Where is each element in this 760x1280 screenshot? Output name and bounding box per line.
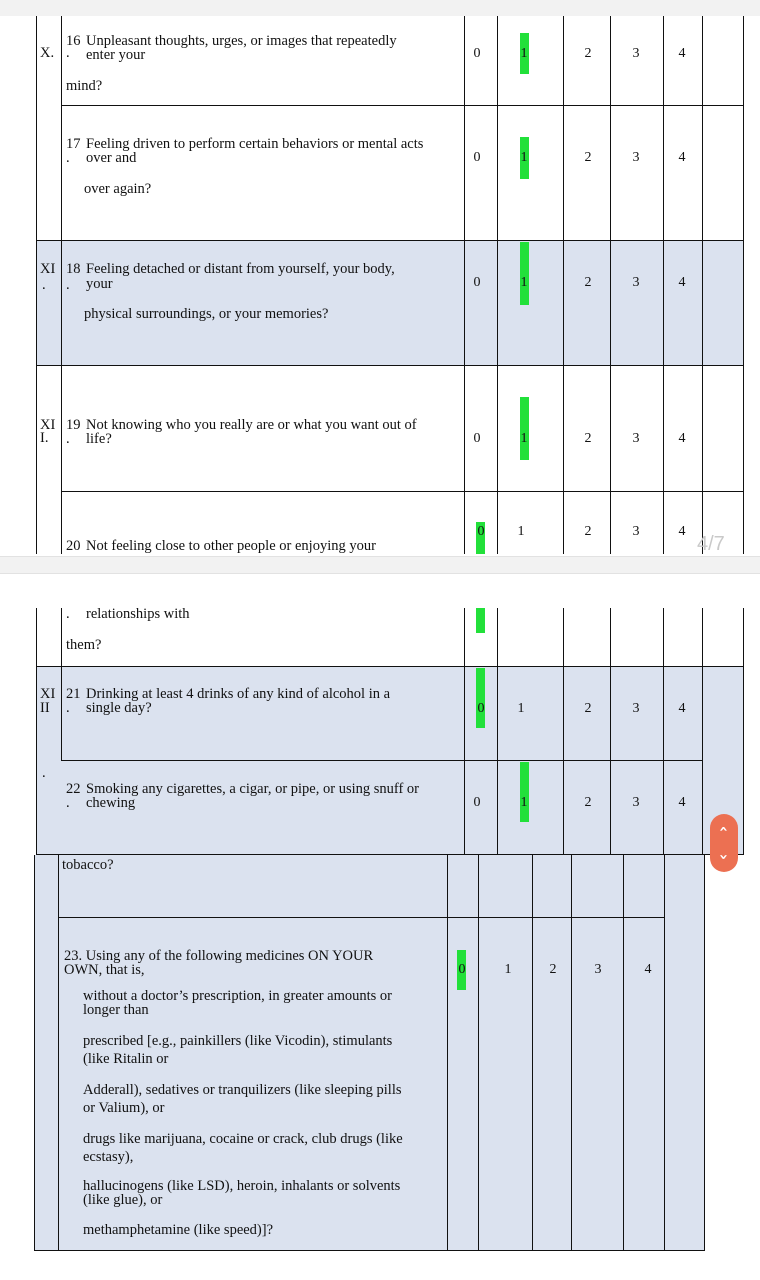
- rating-4: 4: [678, 431, 686, 446]
- page-nav-button[interactable]: [710, 814, 738, 872]
- question-text: (like Ritalin or: [83, 1051, 169, 1067]
- rating-2: 2: [584, 275, 592, 290]
- question-text: life?: [86, 431, 112, 447]
- question-number: 20: [66, 538, 81, 554]
- question-text: over again?: [84, 181, 152, 197]
- rating-2: 2: [584, 524, 592, 539]
- rating-2: 2: [549, 962, 557, 977]
- question-number: 18: [66, 261, 81, 277]
- rating-0: 0: [473, 150, 481, 165]
- rating-1: 1: [504, 962, 512, 977]
- question-dot: .: [66, 700, 70, 716]
- rating-1: 1: [520, 150, 528, 165]
- question-text: Smoking any cigarettes, a cigar, or pipe, or using snuff or: [86, 781, 419, 797]
- question-text: methamphetamine (like speed)]?: [83, 1222, 274, 1238]
- question-text: Drinking at least 4 drinks of any kind of alcohol in a: [86, 686, 391, 702]
- question-text: (like glue), or: [83, 1192, 163, 1208]
- rating-2: 2: [584, 701, 592, 716]
- rating-3: 3: [632, 701, 640, 716]
- rating-4: 4: [678, 150, 686, 165]
- question-text: Not feeling close to other people or enjoying your: [86, 538, 376, 554]
- section-label: XI: [40, 261, 56, 277]
- section-label: X.: [40, 45, 55, 61]
- question-text: over and: [86, 150, 137, 166]
- question-text: Not knowing who you really are or what you want out of: [86, 417, 417, 433]
- rating-0: 0: [473, 46, 481, 61]
- section-label: II: [40, 700, 50, 716]
- question-text: chewing: [86, 795, 136, 811]
- question-text: or Valium), or: [83, 1100, 165, 1116]
- rating-3: 3: [632, 431, 640, 446]
- question-dot: .: [66, 431, 70, 447]
- question-text: relationships with: [86, 606, 190, 622]
- question-dot: .: [66, 150, 70, 166]
- rating-3: 3: [632, 275, 640, 290]
- rating-1: 1: [517, 701, 525, 716]
- answer-highlight-q21: [476, 668, 485, 728]
- question-number: 21: [66, 686, 81, 702]
- rating-2: 2: [584, 795, 592, 810]
- question-text: Feeling driven to perform certain behaviors or mental acts: [86, 136, 424, 152]
- question-text: mind?: [66, 78, 103, 94]
- rating-0: 0: [477, 701, 485, 716]
- question-text: enter your: [86, 47, 146, 63]
- rating-0: 0: [473, 431, 481, 446]
- section-label: .: [42, 765, 46, 781]
- answer-highlight-q20-cont: [476, 608, 485, 633]
- question-text: Feeling detached or distant from yourself, your body,: [86, 261, 395, 277]
- question-text: OWN, that is,: [64, 962, 145, 978]
- rating-1: 1: [520, 46, 528, 61]
- chevron-up-icon[interactable]: ‹: [715, 825, 733, 833]
- question-dot: .: [66, 277, 70, 293]
- rating-0: 0: [458, 962, 466, 977]
- question-text: ecstasy),: [83, 1149, 134, 1165]
- rating-3: 3: [632, 46, 640, 61]
- question-number: 19: [66, 417, 81, 433]
- question-text: Adderall), sedatives or tranquilizers (like sleeping pills: [83, 1082, 402, 1098]
- question-text: longer than: [83, 1002, 149, 1018]
- question-text: single day?: [86, 700, 152, 716]
- page-indicator: 4/7: [697, 533, 725, 555]
- question-text: without a doctor’s prescription, in greater amounts or: [83, 988, 392, 1004]
- rating-4: 4: [678, 795, 686, 810]
- rating-3: 3: [594, 962, 602, 977]
- question-dot: .: [66, 606, 70, 622]
- rating-4: 4: [678, 701, 686, 716]
- question-number: 22: [66, 781, 81, 797]
- question-text: physical surroundings, or your memories?: [84, 306, 329, 322]
- rating-2: 2: [584, 431, 592, 446]
- question-text: tobacco?: [62, 857, 114, 873]
- rating-4: 4: [678, 275, 686, 290]
- rating-1: 1: [520, 431, 528, 446]
- top-page-edge: [0, 0, 760, 16]
- question-text: 23. Using any of the following medicines ON YOUR: [64, 948, 374, 964]
- rating-4: 4: [678, 46, 686, 61]
- section-label: I.: [40, 430, 49, 446]
- rating-0: 0: [473, 275, 481, 290]
- question-text: drugs like marijuana, cocaine or crack, club drugs (like: [83, 1131, 403, 1147]
- question-text: hallucinogens (like LSD), heroin, inhalants or solvents: [83, 1178, 401, 1194]
- rating-1: 1: [520, 275, 528, 290]
- chevron-down-icon[interactable]: ›: [715, 853, 733, 861]
- section-label: .: [66, 45, 70, 61]
- rating-3: 3: [632, 150, 640, 165]
- row-shade-q18: [36, 240, 744, 365]
- question-number: 17: [66, 136, 81, 152]
- section-label: XI: [40, 417, 56, 433]
- section-label: XI: [40, 686, 56, 702]
- rating-2: 2: [584, 150, 592, 165]
- question-number: 16: [66, 33, 81, 49]
- page-gap: [0, 556, 760, 574]
- rating-1: 1: [520, 795, 528, 810]
- question-dot: .: [66, 795, 70, 811]
- rating-3: 3: [632, 795, 640, 810]
- rating-1: 1: [517, 524, 525, 539]
- question-text: them?: [66, 637, 102, 653]
- rating-3: 3: [632, 524, 640, 539]
- rating-2: 2: [584, 46, 592, 61]
- question-text: your: [86, 276, 113, 292]
- section-label: .: [42, 277, 46, 293]
- answer-highlight-q19: [520, 397, 529, 460]
- rating-4: 4: [678, 524, 686, 539]
- rating-4: 4: [644, 962, 652, 977]
- question-text: prescribed [e.g., painkillers (like Vicodin), stimulants: [83, 1033, 393, 1049]
- question-text: Unpleasant thoughts, urges, or images that repeatedly: [86, 33, 397, 49]
- answer-highlight-q18: [520, 242, 529, 305]
- answer-highlight-q22: [520, 762, 529, 822]
- rating-0: 0: [477, 524, 485, 539]
- rating-0: 0: [473, 795, 481, 810]
